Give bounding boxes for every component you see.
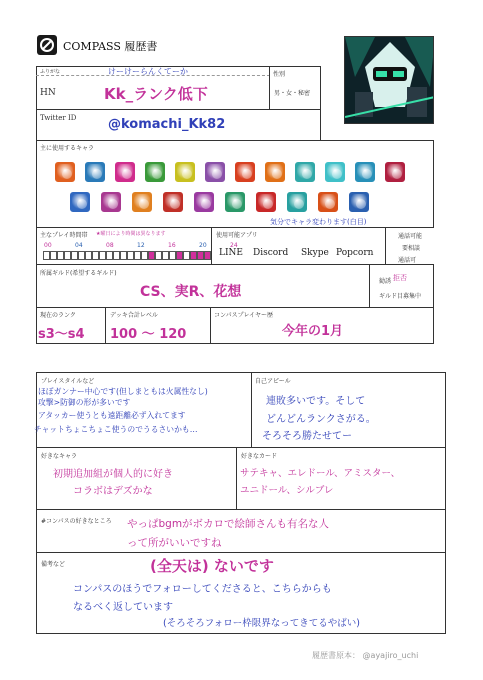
playtime-slot: [141, 251, 148, 260]
fav-cards-line-1: サテキャ、エレドール、アミスター、: [240, 468, 401, 479]
fav-cards-label: 好きなカード: [241, 453, 278, 460]
playtime-note: ★曜日により時間は異なります: [96, 231, 166, 237]
logo-icon: [37, 35, 57, 55]
pc-status-label-3: 通話可: [398, 257, 417, 264]
deck-value: 100 〜 120: [110, 327, 187, 342]
deck-label: デッキ合計レベル: [110, 312, 158, 319]
apps-label: 使用可能アプリ: [216, 232, 258, 239]
playtime-tick: 16: [168, 242, 176, 249]
playstyle-line-2: 攻撃>防御の形が多いです: [38, 398, 131, 407]
compass-love-label: #コンパスの好きなところ: [41, 518, 112, 525]
char-icon: [325, 162, 345, 182]
playtime-slot: [43, 251, 50, 260]
sex-label: 性別: [273, 71, 286, 78]
playtime-slot: [183, 251, 190, 260]
main-chars-box: [36, 140, 434, 228]
playtime-slot: [134, 251, 141, 260]
playtime-slot: [190, 251, 197, 260]
char-icon: [70, 192, 90, 212]
twitter-label: Twitter ID: [40, 114, 77, 122]
fav-chars-line-2: コラボはデズかな: [73, 486, 153, 497]
char-icon: [225, 192, 245, 212]
guild-value: CS、実R、花想: [140, 284, 242, 300]
remarks-line-3: (そろそろフォロー枠限界なってきてるやばい): [163, 618, 360, 629]
app-popcorn: Popcorn: [336, 248, 374, 258]
char-icon: [145, 162, 165, 182]
playtime-slot: [64, 251, 71, 260]
playtime-slot: [85, 251, 92, 260]
char-icon: [385, 162, 405, 182]
main-chars-label: 主に使用するキャラ: [40, 145, 95, 152]
char-icon: [295, 162, 315, 182]
char-icon: [101, 192, 121, 212]
char-icon: [55, 162, 75, 182]
furigana-label: ふりがな: [40, 69, 61, 75]
guild-side-2: ギルド目募集中: [379, 293, 421, 300]
playtime-slot: [92, 251, 99, 260]
playstyle-line-1: ほぼガンナー中心です(但しまともは火属性なし): [38, 387, 208, 396]
furigana-value: けーけーらんくてーか: [108, 67, 188, 76]
playtime-slot: [99, 251, 106, 260]
playtime-label: 主なプレイ時間帯: [40, 232, 88, 239]
playstyle-label: プレイスタイルなど: [41, 378, 95, 385]
char-icon: [318, 192, 338, 212]
remarks-line-1: コンパスのほうでフォローしてくださると、こちらからも: [73, 584, 332, 595]
char-icon: [265, 162, 285, 182]
playtime-tick: 00: [44, 242, 52, 249]
playtime-slot: [176, 251, 183, 260]
char-icon: [235, 162, 255, 182]
playstyle-line-4: チャットちょこちょこ使うのでうるさいかも…: [34, 425, 198, 434]
fav-cards-line-2: ユニドール、シルブレ: [240, 485, 334, 496]
playtime-tick: 24: [230, 242, 238, 249]
avatar-photo: [344, 36, 434, 124]
playtime-tick: 08: [106, 242, 114, 249]
compass-love-line-1: やっぱbgmがボカロで絵師さんも有名な人: [127, 518, 330, 530]
twitter-value: @komachi_Kk82: [108, 117, 226, 132]
char-icon: [355, 162, 375, 182]
char-icon: [287, 192, 307, 212]
char-icon: [175, 162, 195, 182]
rank-value: s3〜s4: [38, 327, 85, 342]
sex-options: 男・女・秘密: [274, 90, 311, 97]
playtime-slot: [78, 251, 85, 260]
compass-love-line-2: って所がいいですね: [127, 537, 222, 549]
playtime-slot: [155, 251, 162, 260]
history-value: 今年の1月: [282, 324, 344, 339]
playtime-slot: [57, 251, 64, 260]
appeal-line-1: 連敗多いです。そして: [266, 396, 366, 407]
guild-side-1: 勧誘: [379, 278, 392, 285]
remarks-big: (全天は) ないです: [150, 557, 274, 575]
playtime-slot: [148, 251, 155, 260]
rank-label: 現在のランク: [40, 312, 76, 319]
remarks-label: 備考など: [41, 561, 66, 568]
hn-value: Kk_ランク低下: [104, 85, 208, 103]
playtime-slot: [162, 251, 169, 260]
app-discord: Discord: [253, 248, 289, 258]
playtime-slot: [204, 251, 211, 260]
playstyle-line-3: アタッカー使うとも遠距離必ず入れてます: [38, 411, 186, 420]
main-chars-note: 気分でキャラ変わります(白目): [270, 218, 367, 226]
char-icon: [132, 192, 152, 212]
appeal-line-2: どんどんランクさがる。: [266, 414, 376, 425]
playtime-slot: [197, 251, 204, 260]
playtime-slot: [127, 251, 134, 260]
char-icon: [205, 162, 225, 182]
history-label: コンパスプレイヤー歴: [214, 312, 274, 319]
playtime-tick: 12: [137, 242, 145, 249]
hn-label: HN: [40, 88, 56, 98]
guild-label: 所属ギルド(希望するギルド): [40, 270, 117, 277]
playtime-slot: [120, 251, 127, 260]
footer-credit: 履歴書原本： @ayajiro_uchi: [312, 651, 419, 660]
playtime-tick: 04: [75, 242, 83, 249]
pc-status-label-2: 要相談: [402, 245, 421, 252]
playtime-slot: [71, 251, 78, 260]
pc-status-label-1: 通話可能: [398, 233, 423, 240]
playtime-slot: [106, 251, 113, 260]
fav-chars-label: 好きなキャラ: [41, 453, 78, 460]
fav-chars-line-1: 初期追加組が個人的に好き: [53, 469, 173, 480]
appeal-label: 自己アピール: [255, 378, 291, 385]
playtime-slot: [113, 251, 120, 260]
remarks-line-2: なるべく返しています: [73, 602, 173, 613]
playtime-tick: 20: [199, 242, 207, 249]
char-icon: [256, 192, 276, 212]
app-skype: Skype: [301, 248, 329, 258]
char-icon: [163, 192, 183, 212]
char-icon: [115, 162, 135, 182]
playtime-slot: [50, 251, 57, 260]
char-icon: [194, 192, 214, 212]
page-title: COMPASS 履歴書: [63, 40, 158, 53]
guild-side-box: [369, 264, 434, 308]
char-icon: [85, 162, 105, 182]
playtime-slot: [169, 251, 176, 260]
char-icon: [349, 192, 369, 212]
guild-side-1-mark: 拒否: [393, 274, 407, 282]
app-line: LINE: [219, 248, 243, 258]
appeal-line-3: そろそろ勝たせてー: [262, 431, 352, 442]
